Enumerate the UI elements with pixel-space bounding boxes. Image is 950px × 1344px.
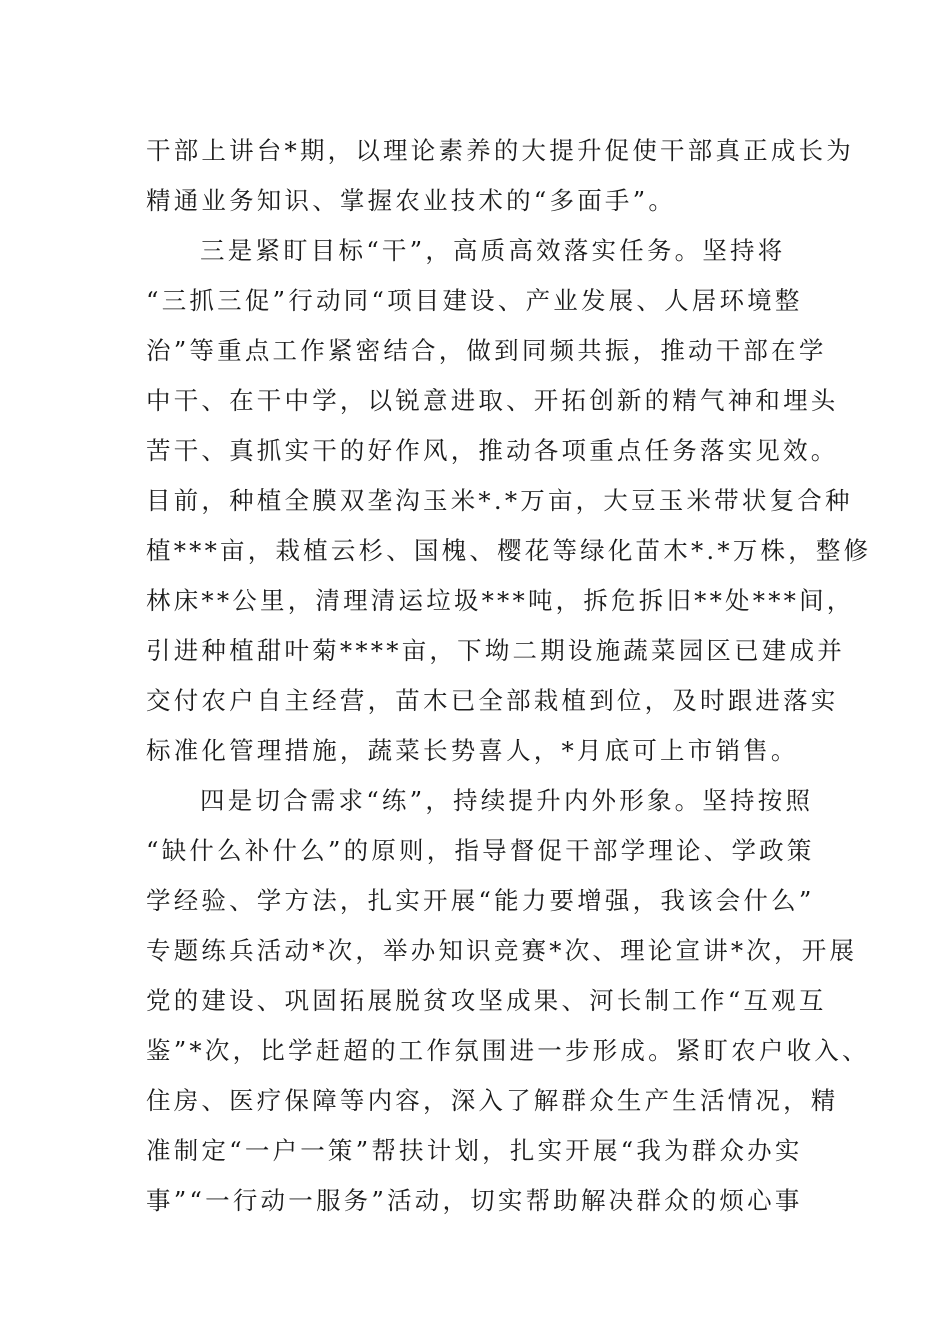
body-line: 专题练兵活动*次，举办知识竞赛*次、理论宣讲*次，开展: [146, 936, 858, 965]
body-line: 引进种植甜叶菊****亩，下坳二期设施蔬菜园区已建成并: [146, 636, 845, 665]
body-line: 住房、医疗保障等内容，深入了解群众生产生活情况，精: [146, 1086, 839, 1115]
body-line: 党的建设、巩固拓展脱贫攻坚成果、河长制工作“互观互: [146, 986, 827, 1015]
body-line: 鉴”*次，比学赶超的工作氛围进一步形成。紧盯农户收入、: [146, 1036, 870, 1065]
body-line: 林床**公里，清理清运垃圾***吨，拆危拆旧**处***间，: [146, 586, 855, 615]
paragraph-start-line: 四是切合需求“练”，持续提升内外形象。坚持按照: [200, 786, 814, 815]
body-line: 准制定“一户一策”帮扶计划，扎实开展“我为群众办实: [146, 1136, 803, 1165]
body-line: 事”“一行动一服务”活动，切实帮助解决群众的烦心事: [146, 1186, 803, 1215]
body-line: 苦干、真抓实干的好作风，推动各项重点任务落实见效。: [146, 436, 839, 465]
body-line: 标准化管理措施，蔬菜长势喜人，*月底可上市销售。: [146, 736, 799, 765]
body-line: “三抓三促”行动同“项目建设、产业发展、人居环境整: [146, 286, 803, 315]
body-line: 中干、在干中学，以锐意进取、开拓创新的精气神和埋头: [146, 386, 839, 415]
paragraph-start-line: 三是紧盯目标“干”，高质高效落实任务。坚持将: [200, 236, 786, 265]
body-line: 治”等重点工作紧密结合，做到同频共振，推动干部在学: [146, 336, 827, 365]
body-line: “缺什么补什么”的原则，指导督促干部学理论、学政策: [146, 836, 815, 865]
body-line: 学经验、学方法，扎实开展“能力要增强，我该会什么”: [146, 886, 815, 915]
body-line: 目前，种植全膜双垄沟玉米*.*万亩，大豆玉米带状复合种: [146, 486, 853, 515]
body-line: 干部上讲台*期，以理论素养的大提升促使干部真正成长为: [146, 136, 854, 165]
body-line: 精通业务知识、掌握农业技术的“多面手”。: [146, 186, 677, 215]
body-line: 植***亩，栽植云杉、国槐、樱花等绿化苗木*.*万株，整修: [146, 536, 872, 565]
document-body: [146, 126, 872, 1226]
body-line: 交付农户自主经营，苗木已全部栽植到位，及时跟进落实: [146, 686, 839, 715]
